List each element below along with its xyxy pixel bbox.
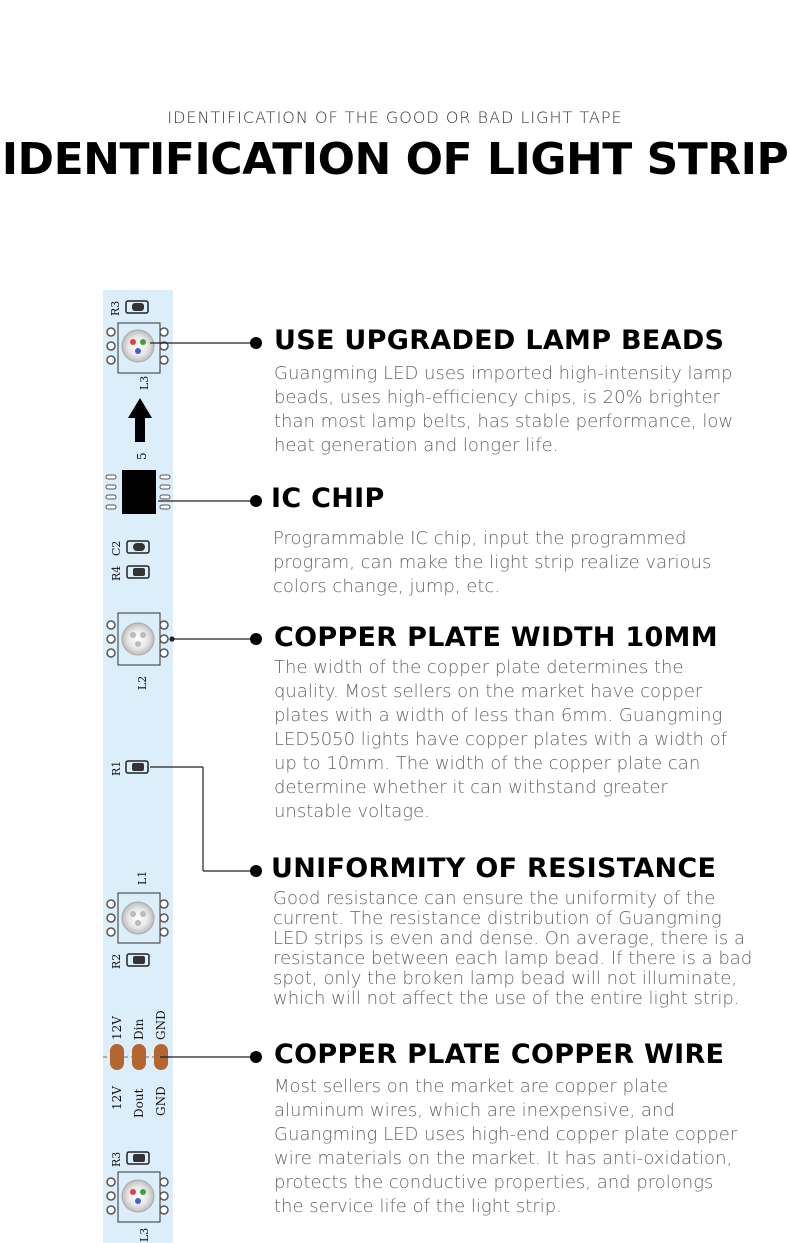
led-bead-l3-top: [107, 323, 168, 390]
feature-title-resistance: UNIFORMITY OF RESISTANCE: [271, 853, 717, 884]
feature-text-ic-chip: Programmable IC chip, input the programmed program, can make the light strip realize various colors change, jump, etc.: [273, 528, 712, 597]
feature-title-copper-wire: COPPER PLATE COPPER WIRE: [274, 1039, 725, 1070]
capacitor-c2: [110, 541, 149, 556]
feature-text-copper-wire: Most sellers on the market are copper plate aluminum wires, which are inexpensive, and Guangming LED uses high-end copper plate copper wire materials on the market. It has anti-oxidation, protects the conductive properties, and prolongs the service life of the light strip.: [274, 1076, 738, 1217]
label-l2: L2: [136, 675, 149, 690]
label-l3-top: L3: [138, 375, 151, 390]
label-l3-bottom: L3: [138, 1227, 151, 1242]
resistor-r3-top: [109, 301, 148, 316]
callout-connectors: [150, 343, 252, 1057]
label-pad-dout: Dout: [132, 1088, 146, 1118]
label-r2: R2: [110, 953, 123, 969]
led-bead-l3-bottom: [107, 1172, 168, 1242]
page-subtitle: IDENTIFICATION OF THE GOOD OR BAD LIGHT TAPE: [167, 108, 623, 127]
feature-text-lamp-beads: Guangming LED uses imported high-intensity lamp beads, uses high-efficiency chips, is 20% brighter than most lamp belts, has stable performance, low heat generation and longer life.: [274, 363, 734, 456]
label-r3-top: R3: [109, 300, 122, 316]
ic-chip-icon: [106, 470, 170, 514]
led-bead-l2: [107, 613, 168, 690]
feature-text-resistance: Good resistance can ensure the uniformity of the current. The resistance distribution of Guangming LED strips is even and dense. On average, there is a resistance between each lamp bead. If there is a bad spot, only the broken lamp bead will not illuminate, which will not affect the use of the entire light strip.: [273, 888, 753, 1009]
feature-title-ic-chip: IC CHIP: [271, 483, 385, 514]
led-bead-l1: [107, 893, 168, 943]
feature-title-copper-width: COPPER PLATE WIDTH 10MM: [274, 622, 718, 653]
resistor-r1: [110, 761, 148, 776]
feature-text-copper-width: The width of the copper plate determines the quality. Most sellers on the market have copper plates with a width of less than 6mm. Guangming LED5050 lights have copper plates with a width of up to 10mm. The width of the copper plate can determine whether it can withstand greater unstable voltage.: [274, 657, 728, 822]
label-c2: C2: [110, 540, 123, 556]
resistor-r4: [110, 566, 149, 581]
resistor-r2: [110, 954, 149, 969]
resistor-r3-bottom: [110, 1152, 149, 1167]
feature-title-lamp-beads: USE UPGRADED LAMP BEADS: [274, 325, 725, 356]
label-r1: R1: [110, 760, 123, 776]
page-title: IDENTIFICATION OF LIGHT STRIP: [1, 134, 789, 185]
label-pad-12v-top: 12V: [110, 1016, 124, 1040]
label-r4: R4: [110, 565, 123, 581]
label-r3-bottom: R3: [110, 1151, 123, 1167]
label-pad-gnd-top: GND: [154, 1010, 168, 1040]
label-l1: L1: [136, 870, 149, 885]
direction-arrow-icon: [128, 398, 152, 460]
label-pad-gnd-bottom: GND: [154, 1086, 168, 1116]
label-pad-12v-bottom: 12V: [110, 1086, 124, 1110]
label-ic-num: 5: [135, 452, 149, 460]
callout-dots: [250, 337, 262, 1063]
label-pad-din: Din: [132, 1018, 146, 1040]
